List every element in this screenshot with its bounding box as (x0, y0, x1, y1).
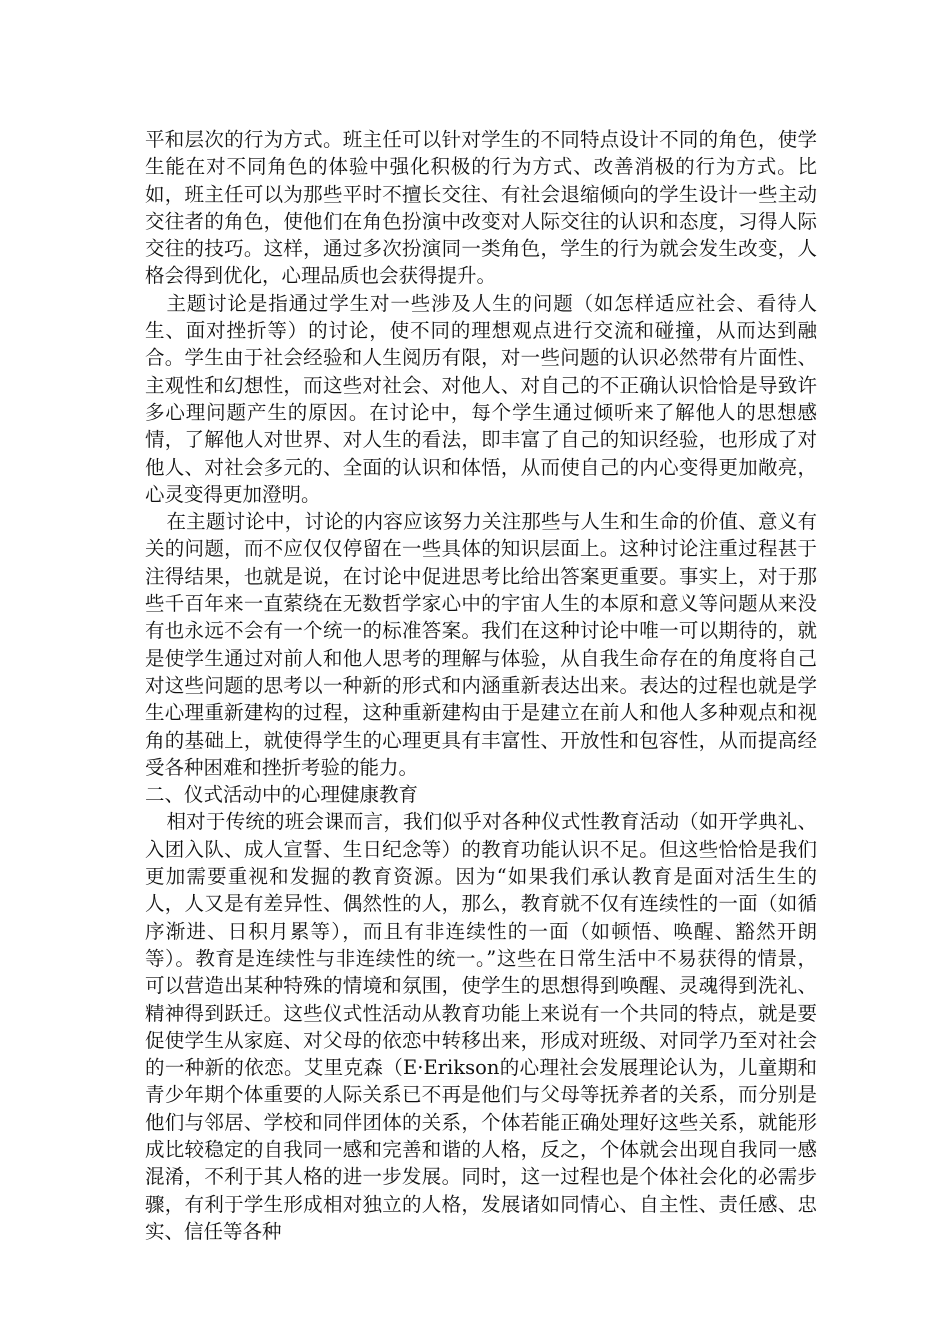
section-heading: 二、仪式活动中的心理健康教育 (145, 783, 419, 807)
paragraph-topic-discussion: 主题讨论是指通过学生对一些涉及人生的问题（如怎样适应社会、看待人生、面对挫折等）的讨论，使不同的理想观点进行交流和碰撞，从而达到融合。学生由于社会经验和人生阅历有限，对一些问题的认识必然带有片面性、主观性和幻想性，而这些对社会、对他人、对自己的不正确认识恰恰是导致许多心理问题产生的原因。在讨论中，每个学生通过倾听来了解他人的思想感情，了解他人对世界、对人生的看法，即丰富了自己的知识经验，也形成了对他人、对社会多元的、全面的认识和体悟，从而使自己的内心变得更加敞亮，心灵变得更加澄明。 (145, 291, 817, 506)
paragraph-ceremony-activities: 相对于传统的班会课而言，我们似乎对各种仪式性教育活动（如开学典礼、入团入队、成人宣誓、生日纪念等）的教育功能认识不足。但这些恰恰是我们更加需要重视和发掘的教育资源。因为“如果我们承认教育是面对活生生的人，人又是有差异性、偶然性的人，那么，教育就不仅有连续性的一面（如循序渐进、日积月累等），而且有非连续性的一面（如顿悟、唤醒、豁然开朗等）。教育是连续性与非连续性的统一。”这些在日常生活中不易获得的情景，可以营造出某种特殊的情境和氛围，使学生的思想得到唤醒、灵魂得到洗礼、精神得到跃迁。这些仪式性活动从教育功能上来说有一个共同的特点，就是要促使学生从家庭、对父母的依恋中转移出来，形成对班级、对同学乃至对社会的一种新的依恋。艾里克森（E·Erikson的心理社会发展理论认为，儿童期和青少年期个体重要的人际关系已不再是他们与父母等抚养者的关系，而分别是他们与邻居、学校和同伴团体的关系，个体若能正确处理好这些关系，就能形成比较稳定的自我同一感和完善和谐的人格，反之，个体就会出现自我同一感混淆，不利于其人格的进一步发展。同时，这一过程也是个体社会化的必需步骤，有利于学生形成相对独立的人格，发展诸如同情心、自主性、责任感、忠实、信任等各种 (145, 810, 817, 1243)
document-body (145, 126, 817, 1245)
paragraph-role-play: 平和层次的行为方式。班主任可以针对学生的不同特点设计不同的角色，使学生能在对不同角色的体验中强化积极的行为方式、改善消极的行为方式。比如，班主任可以为那些平时不擅长交往、有社会退缩倾向的学生设计一些主动交往者的角色，使他们在角色扮演中改变对人际交往的认识和态度，习得人际交往的技巧。这样，通过多次扮演同一类角色，学生的行为就会发生改变，人格会得到优化，心理品质也会获得提升。 (145, 128, 817, 288)
paragraph-discussion-content: 在主题讨论中，讨论的内容应该努力关注那些与人生和生命的价值、意义有关的问题，而不应仅仅停留在一些具体的知识层面上。这种讨论注重过程甚于注得结果，也就是说，在讨论中促进思考比给出答案更重要。事实上，对于那些千百年来一直萦绕在无数哲学家心中的宇宙人生的本原和意义等问题从来没有也永远不会有一个统一的标准答案。我们在这种讨论中唯一可以期待的，就是使学生通过对前人和他人思考的理解与体验，从自我生命存在的角度将自己对这些问题的思考以一种新的形式和内涵重新表达出来。表达的过程也就是学生心理重新建构的过程，这种重新建构由于是建立在前人和他人多种观点和视角的基础上，就使得学生的心理更具有丰富性、开放性和包容性，从而提高经受各种困难和挫折考验的能力。 (145, 510, 817, 779)
